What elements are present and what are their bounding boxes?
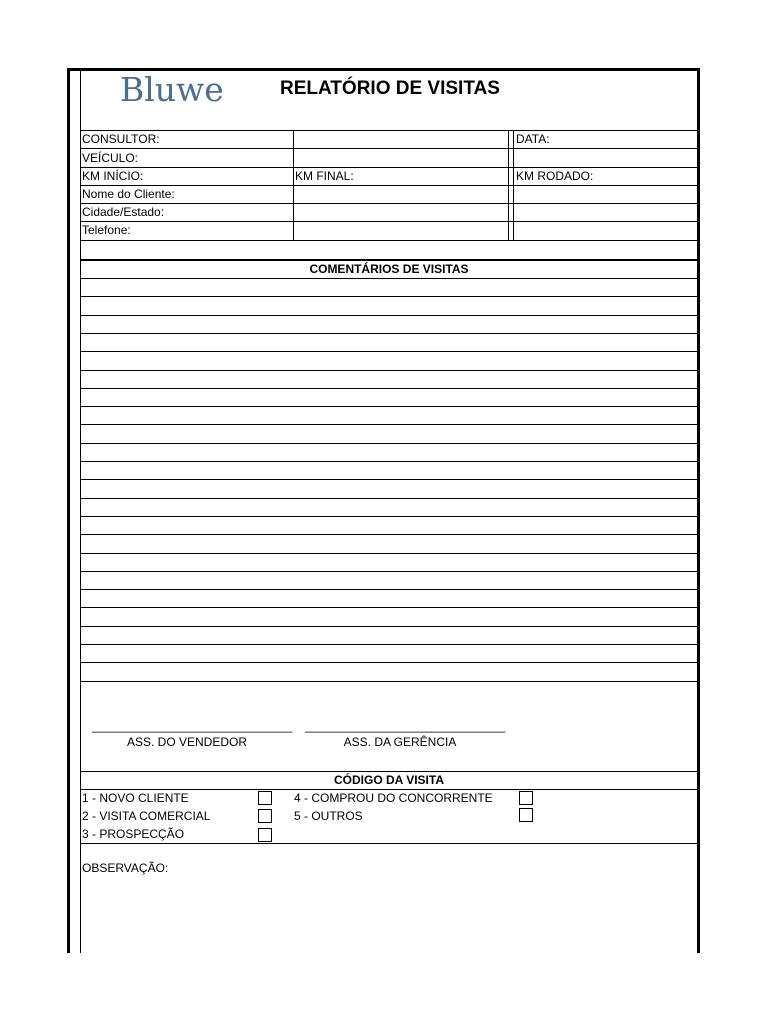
telefone-label: Telefone: (82, 223, 131, 237)
comment-line[interactable] (80, 351, 698, 352)
vendedor-signature-line: ______________________________ (92, 719, 293, 733)
km-rodado-label: KM RODADO: (516, 169, 594, 183)
comment-line[interactable] (80, 589, 698, 590)
comment-line[interactable] (80, 388, 698, 389)
cidade-estado-label: Cidade/Estado: (82, 205, 165, 219)
comment-line[interactable] (80, 571, 698, 572)
code-item-prospeccao: 3 - PROSPECÇÃO (82, 827, 185, 841)
veiculo-label: VEÍCULO: (82, 151, 139, 165)
comment-line[interactable] (80, 626, 698, 627)
info-row-rule (80, 221, 698, 222)
comment-line[interactable] (80, 644, 698, 645)
comments-heading: COMENTÁRIOS DE VISITAS (309, 262, 469, 276)
info-row-rule (80, 148, 698, 149)
observacao-top-rule (80, 843, 698, 844)
data-label: DATA: (516, 132, 550, 146)
code-item-visita-comercial: 2 - VISITA COMERCIAL (82, 809, 211, 823)
info-row-rule (80, 240, 698, 241)
codes-heading-rule (80, 789, 698, 790)
checkbox-comprou-concorrente[interactable] (519, 791, 533, 805)
code-item-novo-cliente: 1 - NOVO CLIENTE (82, 791, 189, 805)
cliente-label: Nome do Cliente: (82, 187, 175, 201)
comment-line[interactable] (80, 607, 698, 608)
checkbox-visita-comercial[interactable] (258, 809, 272, 823)
code-item-comprou-concorrente: 4 - COMPROU DO CONCORRENTE (294, 791, 493, 805)
info-col-rule (508, 130, 509, 240)
km-final-label: KM FINAL: (295, 169, 354, 183)
comments-top-rule (80, 259, 698, 261)
checkbox-novo-cliente[interactable] (258, 791, 272, 805)
comment-line[interactable] (80, 278, 698, 279)
gerencia-signature-line: ______________________________ (305, 719, 506, 733)
checkbox-prospeccao[interactable] (258, 828, 272, 842)
info-col-rule (293, 130, 294, 240)
consultor-label: CONSULTOR: (82, 132, 160, 146)
comment-line[interactable] (80, 461, 698, 462)
comment-line[interactable] (80, 443, 698, 444)
comment-line[interactable] (80, 498, 698, 499)
info-col-rule (513, 130, 514, 240)
brand-logo: Bluwe (120, 70, 224, 109)
km-inicio-label: KM INÍCIO: (82, 169, 144, 183)
page-title: RELATÓRIO DE VISITAS (280, 78, 500, 99)
comment-line[interactable] (80, 534, 698, 535)
code-item-outros: 5 - OUTROS (294, 809, 363, 823)
info-row-rule (80, 130, 698, 131)
observacao-label: OBSERVAÇÃO: (82, 861, 169, 875)
comment-line[interactable] (80, 406, 698, 407)
comment-line[interactable] (80, 333, 698, 334)
comment-line[interactable] (80, 681, 698, 682)
comment-line[interactable] (80, 315, 698, 316)
comment-line[interactable] (80, 662, 698, 663)
codes-heading: CÓDIGO DA VISITA (333, 773, 444, 787)
comment-line[interactable] (80, 370, 698, 371)
info-row-rule (80, 185, 698, 186)
vendedor-signature-label: ASS. DO VENDEDOR (126, 735, 248, 749)
codes-top-rule (80, 771, 698, 772)
comment-line[interactable] (80, 516, 698, 517)
gerencia-signature-label: ASS. DA GERÊNCIA (343, 735, 457, 749)
comment-line[interactable] (80, 553, 698, 554)
comment-line[interactable] (80, 424, 698, 425)
form-inner-rule (80, 68, 81, 953)
info-row-rule (80, 203, 698, 204)
info-row-rule (80, 167, 698, 168)
comment-line[interactable] (80, 479, 698, 480)
checkbox-outros[interactable] (519, 808, 533, 822)
comment-line[interactable] (80, 296, 698, 297)
